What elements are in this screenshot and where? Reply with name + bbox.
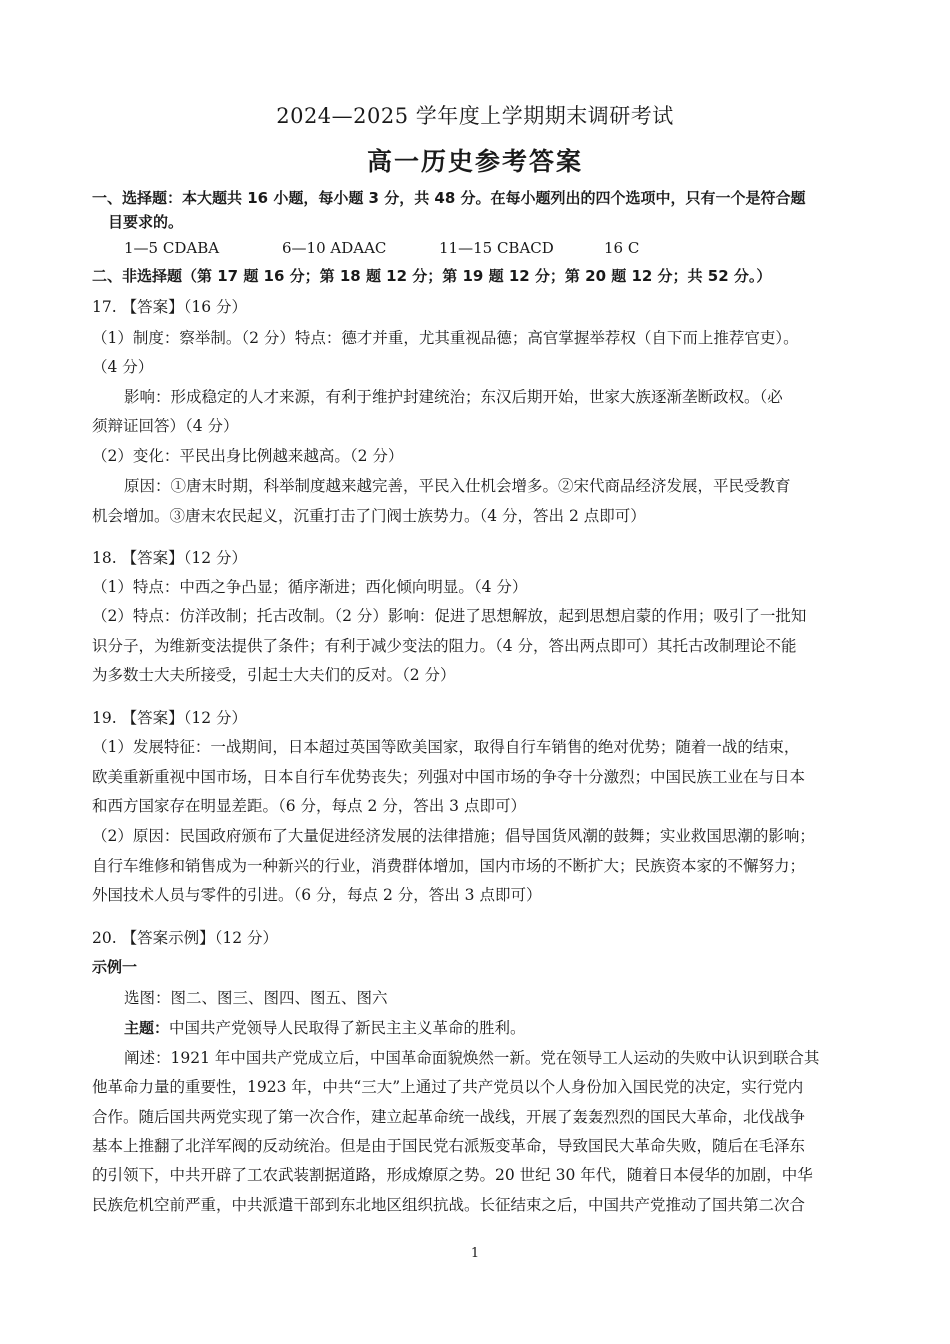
q20-line: 的引领下，中共开辟了工农武装割据道路，形成燎原之势。20 世纪 30 年代，随着日本侵华的加剧，中华 <box>92 1166 813 1184</box>
q17-line: 影响：形成稳定的人才来源，有利于维护封建统治；东汉后期开始，世家大族逐渐垄断政权。（必 <box>124 388 783 406</box>
q20-heading: 20. 【答案示例】（12 分） <box>92 929 278 947</box>
page-title: 2024—2025 学年度上学期期末调研考试 <box>276 104 674 128</box>
q20-example-label: 示例一 <box>92 958 138 976</box>
q17-heading: 17. 【答案】（16 分） <box>92 298 247 316</box>
q20-theme <box>124 1018 862 1038</box>
answers-1-5: 1—5 CDABA <box>124 239 220 257</box>
q17-line: 机会增加。③唐末农民起义，沉重打击了门阀士族势力。（4 分，答出 2 点即可） <box>92 507 646 525</box>
section1-heading-cont: 目要求的。 <box>108 213 184 231</box>
q17-line: 须辩证回答）（4 分） <box>92 417 239 435</box>
q18-line: 为多数士大夫所接受，引起士大夫们的反对。（2 分） <box>92 666 456 684</box>
q18-heading: 18. 【答案】（12 分） <box>92 549 247 567</box>
section1-heading: 一、选择题：本大题共 16 小题，每小题 3 分，共 48 分。在每小题列出的四个选项中，只有一个是符合题 <box>92 189 806 207</box>
q17-line: （4 分） <box>92 358 154 376</box>
q17-line: （2）变化：平民出身比例越来越高。（2 分） <box>92 447 404 465</box>
answers-16: 16 C <box>604 239 640 257</box>
q20-theme-label: 主题： <box>124 1019 170 1037</box>
q20-line: 他革命力量的重要性，1923 年，中共“三大”上通过了共产党员以个人身份加入国民党的决定，实行党内 <box>92 1078 804 1096</box>
q19-line: 欧美重新重视中国市场，日本自行车优势丧失；列强对中国市场的争夺十分激烈；中国民族工业在与日本 <box>92 768 806 786</box>
q20-line: 民族危机空前严重，中共派遣干部到东北地区组织抗战。长征结束之后，中国共产党推动了国共第二次合 <box>92 1196 806 1214</box>
q20-theme-text: 中国共产党领导人民取得了新民主主义革命的胜利。 <box>169 1019 526 1037</box>
q19-line: 自行车维修和销售成为一种新兴的行业，消费群体增加，国内市场的不断扩大；民族资本家的不懈努力； <box>92 857 806 875</box>
q19-line: （2）原因：民国政府颁布了大量促进经济发展的法律措施；倡导国货风潮的鼓舞；实业救国思潮的影响； <box>92 827 815 845</box>
q19-heading: 19. 【答案】（12 分） <box>92 709 247 727</box>
q18-line: （1）特点：中西之争凸显；循序渐进；西化倾向明显。（4 分） <box>92 578 528 596</box>
q20-selected-figures: 选图：图二、图三、图四、图五、图六 <box>124 989 388 1007</box>
q19-line: （1）发展特征：一战期间，日本超过英国等欧美国家，取得自行车销售的绝对优势；随着一战的结束， <box>92 738 800 756</box>
q17-line: （1）制度：察举制。（2 分）特点：德才并重，尤其重视品德；高官掌握举荐权（自下而上推荐官吏）。 <box>92 329 799 347</box>
q20-line: 阐述：1921 年中国共产党成立后，中国革命面貌焕然一新。党在领导工人运动的失败中认识到联合其 <box>124 1049 820 1067</box>
answers-6-10: 6—10 ADAAC <box>282 239 387 257</box>
page-number: 1 <box>470 1246 480 1261</box>
q20-line: 合作。随后国共两党实现了第一次合作，建立起革命统一战线，开展了轰轰烈烈的国民大革命，北伐战争 <box>92 1108 806 1126</box>
section2-heading: 二、非选择题（第 17 题 16 分；第 18 题 12 分；第 19 题 12 分；第 20 题 12 分；共 52 分。） <box>92 267 772 285</box>
q18-line: 识分子，为维新变法提供了条件；有利于减少变法的阻力。（4 分，答出两点即可）其托古改制理论不能 <box>92 637 797 655</box>
q19-line: 和西方国家存在明显差距。（6 分，每点 2 分，答出 3 点即可） <box>92 797 526 815</box>
q17-line: 原因：①唐末时期，科举制度越来越完善，平民入仕机会增多。②宋代商品经济发展，平民受教育 <box>124 477 791 495</box>
q18-line: （2）特点：仿洋改制；托古改制。（2 分）影响：促进了思想解放，起到思想启蒙的作用；吸引了一批知 <box>92 607 807 625</box>
q20-line: 基本上推翻了北洋军阀的反动统治。但是由于国民党右派叛变革命，导致国民大革命失败，随后在毛泽东 <box>92 1137 806 1155</box>
page-subtitle: 高一历史参考答案 <box>366 147 583 176</box>
q19-line: 外国技术人员与零件的引进。（6 分，每点 2 分，答出 3 点即可） <box>92 886 542 904</box>
answers-11-15: 11—15 CBACD <box>439 239 554 257</box>
